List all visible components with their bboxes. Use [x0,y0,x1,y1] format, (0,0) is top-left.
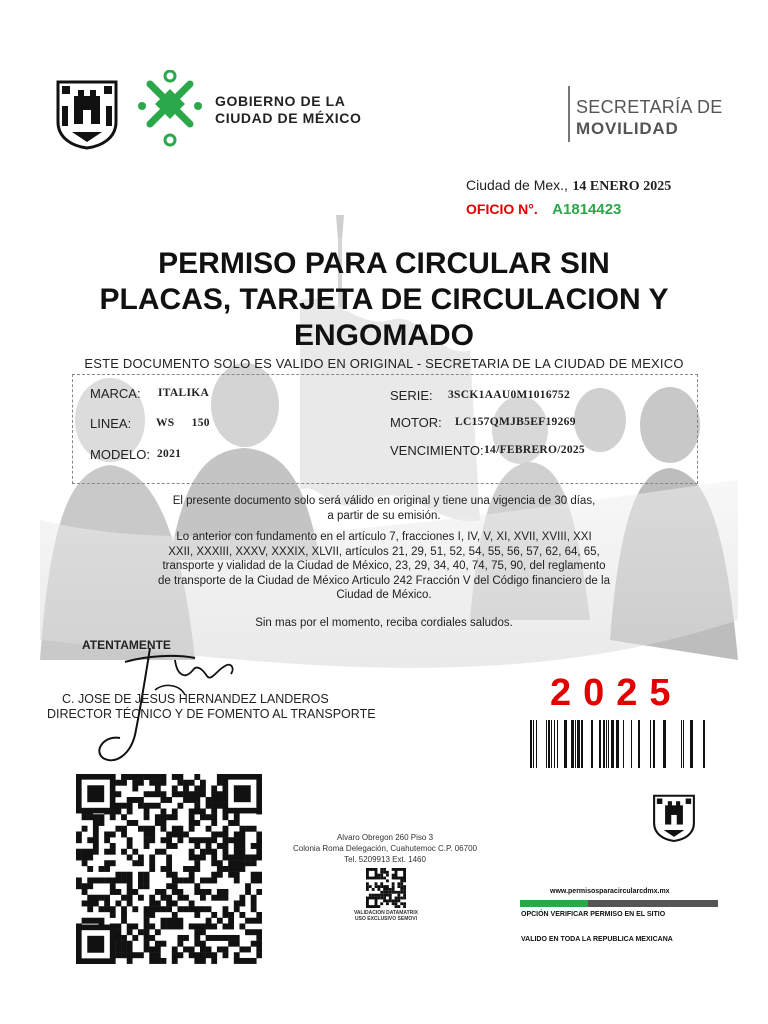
marca-label: MARCA: [90,386,141,401]
validity-line1: El presente documento solo será válido en original y tiene una vigencia de 30 días, [172,495,596,507]
date-value: 14 ENERO 2025 [572,179,672,194]
address-line2: Colonia Roma Delegación, Cuahutemoc C.P. 06700 [293,844,477,853]
validity-paragraph [100,494,668,523]
legal-line5: Ciudad de México. [336,589,432,601]
title-line2: PLACAS, TARJETA DE CIRCULACION Y [99,283,669,316]
date-line [466,177,671,195]
atentamente-label: ATENTAMENTE [82,638,171,652]
datamatrix-code [366,868,406,908]
cdmx-green-logo-icon [136,70,204,155]
legal-line4: de transporte de la Ciudad de México Articulo 242 Fracción V del Código financiero de la [158,574,610,587]
gov-name-line2: CIUDAD DE MÉXICO [215,110,362,126]
serie-label: SERIE: [390,388,433,403]
marca-value: ITALIKA [158,387,210,399]
secretaria-line1: SECRETARÍA DE [576,97,723,117]
small-coat-of-arms [650,790,698,849]
title-line3: ENGOMADO [294,319,474,352]
legal-line2: XXII, XXXIII, XXXV, XXXIX, XLVII, artículos 21, 29, 51, 52, 54, 55, 56, 57, 62, 64, 65, [168,545,600,558]
datamatrix-caption-line2: USO EXCLUSIVO SEMOVI [355,916,417,922]
legal-line1: Lo anterior con fundamento en el artículo 7, fracciones I, IV, V, XI, XVII, XVIII, XXI [176,531,592,543]
cdmx-coat-of-arms [52,76,122,155]
oficio-line [466,201,621,219]
footer-color-bar [520,900,718,907]
oficio-number: A1814423 [552,201,622,218]
validity-line2: a partir de su emisión. [327,509,441,522]
footer-bar-dark [588,900,718,907]
barcode [530,720,708,768]
date-label: Ciudad de Mex., [466,177,568,193]
footer-bar-green [520,900,588,907]
linea-label: LINEA: [90,416,132,431]
datamatrix-caption [336,910,436,922]
valid-nationwide-text: VALIDO EN TODA LA REPUBLICA MEXICANA [521,936,673,943]
serie-value: 3SCK1AAU0M1016752 [448,389,571,401]
permit-year: 2025 [550,672,683,714]
legal-basis-paragraph [100,530,668,603]
qr-code [76,774,262,964]
signer-position: DIRECTOR TÉCNICO Y DE FOMENTO AL TRANSPORTE [47,707,376,721]
closing-paragraph: Sin mas por el momento, reciba cordiales saludos. [255,617,513,629]
address-line1: Alvaro Obregon 260 Piso 3 [336,833,434,842]
vencimiento-value: 14/FEBRERO/2025 [484,444,585,456]
legal-line3: transporte y vialidad de la Ciudad de México, 23, 29, 34, 40, 74, 75, 90, del reglamento [162,560,606,572]
title-line1: PERMISO PARA CIRCULAR SIN [158,247,610,280]
verify-permit-text: OPCIÓN VERIFICAR PERMISO EN EL SITIO [521,911,666,918]
secretaria-line2: MOVILIDAD [576,119,679,138]
motor-value: LC157QMJB5EF19269 [455,416,576,428]
validity-subtitle: ESTE DOCUMENTO SOLO ES VALIDO EN ORIGINAL - SECRETARIA DE LA CIUDAD DE MEXICO [84,356,684,371]
header-divider [568,86,570,142]
datamatrix-caption-line1: VALIDACION DATAMATRIX [353,910,419,916]
oficio-label: OFICIO N°. [466,201,538,217]
signer-name: C. JOSE DE JESUS HERNANDEZ LANDEROS [62,692,329,706]
address-block [270,832,500,865]
modelo-label: MODELO: [90,447,150,462]
document-title [60,246,708,354]
vencimiento-label: VENCIMIENTO: [390,443,484,458]
motor-label: MOTOR: [390,415,442,430]
address-line3: Tel. 5209913 Ext. 1460 [344,855,426,864]
gov-name-line1: GOBIERNO DE LA [215,93,346,109]
linea-value: WS 150 [156,417,210,429]
website-url[interactable]: www.permisosparacircularcdmx.mx [550,888,670,895]
modelo-value: 2021 [157,448,182,460]
